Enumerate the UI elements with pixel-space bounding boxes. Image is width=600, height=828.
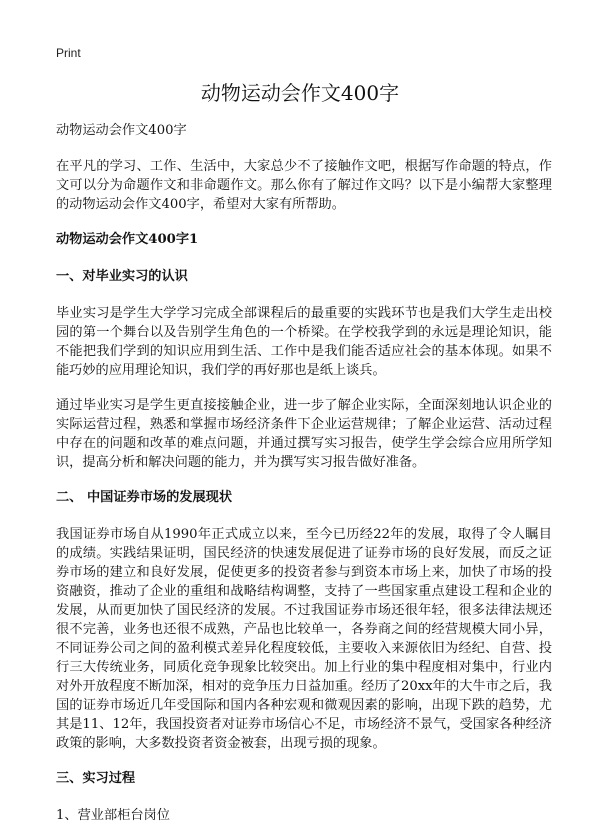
- section2-paragraph-1: 我国证券市场自从1990年正式成立以来，至今已历经22年的发展，取得了令人瞩目的成绩。实践结果证明，国民经济的快速发展促进了证券市场的良好发展，而反之证券市场的建立和良好发展，促使更多的投资者参与到资本市场上来，加快了市场的投资融资，推动了企业的重组和战略结构调整，支持了一些国家重点建设工程和企业的发展，从而更加快了国民经济的发展。不过我国证券市场还很年轻，很多法律法规还很不完善，业务也还很不成熟，产品也比较单一，各券商之间的经营规模大同小异，不同证券公司之间的盈利模式差异化程度较低，主要收入来源依旧为经纪、自营、投行三大传统业务，同质化竞争现象比较突出。加上行业的集中程度相对集中，行业内对外开放程度不断加深，相对的竞争压力日益加重。经历了20xx年的大牛市之后，我国的证券市场近几年受国际和国内各种宏观和微观因素的影响，出现下跌的趋势，尤其是11、12年，我国投资者对证券市场信心不足，市场经济不景气，受国家各种经济政策的影响，大多数投资者资金被套，出现亏损的现象。: [56, 527, 552, 751]
- section-heading-1: 一、对毕业实习的认识: [56, 269, 188, 284]
- section1-paragraph-2: 通过毕业实习是学生更直接接触企业，进一步了解企业实际，全面深刻地认识企业的实际运营过程，熟悉和掌握市场经济条件下企业运营规律；了解企业运营、活动过程中存在的问题和改革的难点问题，并通过撰写实习报告，使学生学会综合应用所学知识，提高分析和解决问题的能力，并为撰写实习报告做好准备。: [56, 398, 552, 470]
- print-label[interactable]: Print: [56, 46, 81, 60]
- section3-list-item-1: 1、营业部柜台岗位: [56, 808, 170, 823]
- section1-paragraph-1: 毕业实习是学生大学学习完成全部课程后的最重要的实践环节也是我们大学生走出校园的第一个舞台以及告别学生角色的一个桥梁。在学校我学到的永远是理论知识，能不能把我们学到的知识应用到生活、工作中是我们能否适应社会的基本体现。如果不能巧妙的应用理论知识，我们学的再好那也是纸上谈兵。: [56, 306, 552, 378]
- page-title: 动物运动会作文400字: [200, 81, 400, 105]
- document-body: [56, 121, 552, 825]
- section-heading-3: 三、实习过程: [56, 771, 136, 786]
- intro-paragraph: 在平凡的学习、工作、生活中，大家总少不了接触作文吧，根据写作命题的特点，作文可以分为命题作文和非命题作文。那么你有了解过作文吗？以下是小编帮大家整理的动物运动会作文400字，希望对大家有所帮助。: [56, 159, 552, 212]
- document-subtitle: 动物运动会作文400字: [56, 123, 187, 138]
- article-heading: 动物运动会作文400字1: [56, 232, 199, 247]
- section-heading-2: 二、 中国证券市场的发展现状: [56, 490, 233, 505]
